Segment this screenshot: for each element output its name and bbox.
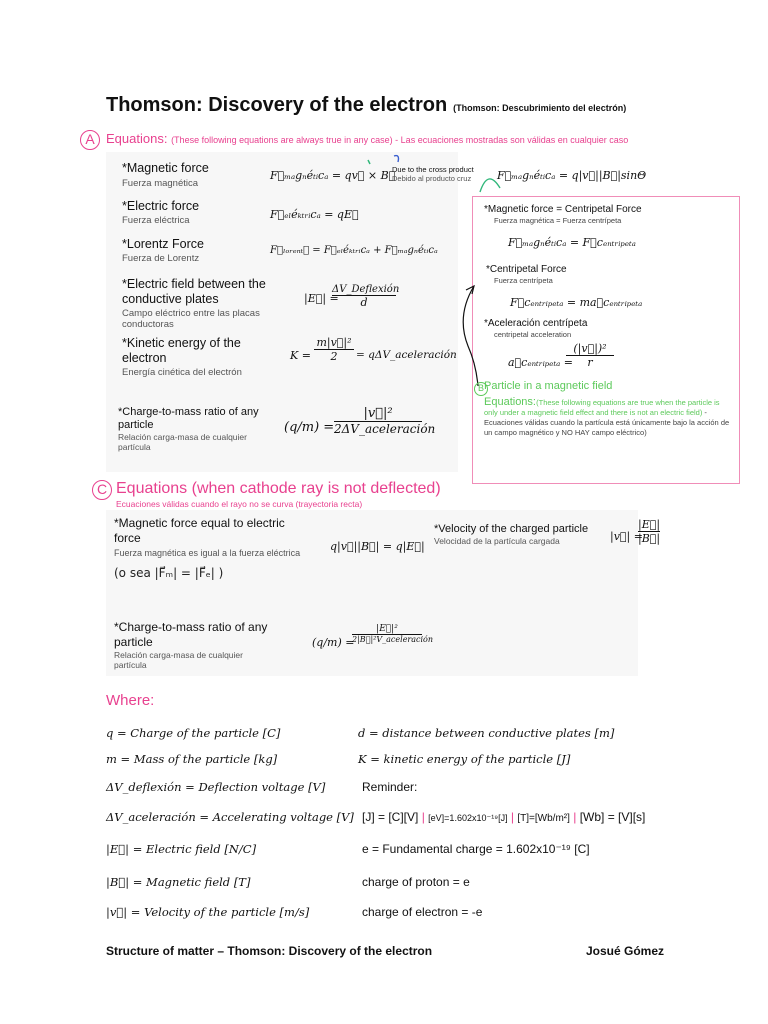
electric-field-num: ΔV_Deflexión <box>332 284 400 295</box>
lorentz-force-sub: Fuerza de Lorentz <box>122 253 200 264</box>
where-right-0: d = distance between conductive plates [m] <box>358 726 615 740</box>
c-handwritten-note: (o sea |F⃗ₘ| = |F⃗ₑ| ) <box>114 566 224 580</box>
reminder-sep-1: | <box>421 810 425 824</box>
magnetic-force-modulus-eq: F⃗ₘₐgₙéₜᵢcₐ = q|v⃗||B⃗|sinΘ <box>497 169 647 182</box>
electric-force-sub: Fuerza eléctrica <box>122 215 190 226</box>
c-velocity-label: *Velocity of the charged particle <box>434 523 589 535</box>
electric-force-label: *Electric force <box>122 199 200 213</box>
c-mag-elec-sub: Fuerza magnética es igual a la fuerza eléctrica <box>114 548 301 558</box>
footer-left: Structure of matter – Thomson: Discovery of the electron <box>106 944 433 958</box>
section-c-sub: Ecuaciones válidas cuando el rayo no se curva (trayectoria recta) <box>116 499 363 509</box>
cross-note-en: Due to the cross product <box>392 165 474 174</box>
electric-field-label: *Electric field between the conductive plates <box>122 277 266 306</box>
c-charge-mass-num: |E⃗|² <box>352 624 422 635</box>
pink-l1: *Magnetic force = Centripetal Force <box>484 204 642 215</box>
c-charge-mass-eq-lhs: (q/m) = <box>312 636 355 649</box>
c-mag-elec-label: *Magnetic force equal to electric force <box>114 516 285 545</box>
pink-eq3-num: (|v⃗|)² <box>566 342 614 356</box>
kinetic-energy-eq-rhs: = qΔV_aceleración <box>356 349 457 361</box>
pink-l3-sub: centripetal acceleration <box>494 330 572 339</box>
lorentz-force-label: *Lorentz Force <box>122 237 204 251</box>
where-right-1: K = kinetic energy of the particle [J] <box>358 752 571 766</box>
where-left-2: ΔV_deflexión = Deflection voltage [V] <box>106 780 326 794</box>
pink-l2: *Centripetal Force <box>486 264 567 275</box>
pink-l1-sub: Fuerza magnética = Fuerza centrípeta <box>494 216 622 225</box>
magnetic-force-label: *Magnetic force <box>122 161 209 175</box>
reminder-sep-3: | <box>573 810 577 824</box>
footer-right: Josué Gómez <box>586 944 665 958</box>
where-right-5: charge of proton = e <box>362 875 470 889</box>
kinetic-energy-num: m|v⃗|² <box>314 336 354 350</box>
electric-field-sub: Campo eléctrico entre las placas conductoras <box>122 308 260 330</box>
magnetic-force-eq: F⃗ₘₐgₙéₜᵢcₐ = qv⃗ × B⃗ <box>270 169 396 182</box>
charge-mass-num: |v⃗|² <box>334 406 422 422</box>
section-b-note <box>484 398 734 438</box>
section-c-heading: Equations (when cathode ray is not deflected) <box>116 480 441 497</box>
reminder-jcv: [J] = [C][V] <box>362 810 419 824</box>
annotation-arrows <box>360 150 520 198</box>
electric-field-fraction <box>332 284 400 309</box>
c-velocity-eq-lhs: |v⃗| = <box>610 530 643 543</box>
title-subtitle: (Thomson: Descubrimiento del electrón) <box>453 103 627 113</box>
where-left-0: q = Charge of the particle [C] <box>106 726 281 740</box>
charge-mass-den: 2ΔV_aceleración <box>334 422 436 436</box>
c-velocity-den: |B⃗| <box>638 532 661 545</box>
electric-field-eq-lhs: |E⃗| = <box>304 292 339 305</box>
kinetic-energy-fraction <box>314 336 354 363</box>
section-a-note: (These following equations are always true in any case) - Las ecuaciones mostradas son válidas en cualquier caso <box>171 135 629 145</box>
c-mag-elec-eq: q|v⃗||B⃗| = q|E⃗| <box>330 540 425 553</box>
page-title <box>106 94 626 117</box>
section-a-heading <box>106 131 628 146</box>
pink-eq3-fraction <box>566 342 614 369</box>
pink-l2-sub: Fuerza centrípeta <box>494 276 553 285</box>
bracket-arrow <box>452 282 488 394</box>
kinetic-energy-eq-lhs: K = <box>290 349 311 362</box>
kinetic-energy-sub: Energía cinética del electrón <box>122 367 242 378</box>
where-right-4: e = Fundamental charge = 1.602x10⁻¹⁹ [C] <box>362 842 590 856</box>
charge-mass-sub: Relación carga-masa de cualquier partícula <box>118 432 247 452</box>
where-right-6: charge of electron = -e <box>362 905 483 919</box>
kinetic-energy-den: 2 <box>330 350 338 363</box>
reminder-tesla: [T]=[Wb/m²] <box>517 813 570 824</box>
charge-mass-label: *Charge-to-mass ratio of any particle <box>118 406 259 431</box>
c-charge-mass-label: *Charge-to-mass ratio of any particle <box>114 620 268 649</box>
kinetic-energy-label: *Kinetic energy of the electron <box>122 336 241 365</box>
where-left-4: |E⃗| = Electric field [N/C] <box>106 842 257 856</box>
reminder-ev: [eV]=1.602x10⁻¹⁹[J] <box>428 813 508 823</box>
c-charge-mass-fraction <box>352 624 434 644</box>
c-velocity-sub: Velocidad de la partícula cargada <box>434 536 560 546</box>
magnetic-force-sub: Fuerza magnética <box>122 178 199 189</box>
where-left-1: m = Mass of the particle [kg] <box>106 752 278 766</box>
pink-l3: *Aceleración centrípeta <box>484 318 588 329</box>
reminder-sep-2: | <box>510 810 515 824</box>
pink-eq2: F⃗cₑₙₜᵣᵢₚₑₜₐ = ma⃗cₑₙₜᵣᵢₚₑₜₐ <box>510 296 643 309</box>
charge-mass-fraction <box>334 406 436 436</box>
section-a-title: Equations: <box>106 131 168 146</box>
electric-field-den: d <box>360 296 368 309</box>
lorentz-force-eq: F⃗ₗₒᵣₑₙₜ𝓏 = F⃗ₑₗéₖₜᵣᵢcₐ + F⃗ₘₐgₙéₜᵢcₐ <box>270 245 438 256</box>
pink-eq3-den: r <box>587 356 593 369</box>
electric-force-eq: F⃗ₑₗéₖₜᵣᵢcₐ = qE⃗ <box>270 208 359 221</box>
where-left-3: ΔV_aceleración = Accelerating voltage [V] <box>106 810 354 824</box>
reminder-line <box>362 810 645 824</box>
title-text: Thomson: Discovery of the electron <box>106 94 448 116</box>
where-heading: Where: <box>106 692 155 709</box>
pink-eq1: F⃗ₘₐgₙéₜᵢcₐ = F⃗cₑₙₜᵣᵢₚₑₜₐ <box>508 236 636 249</box>
section-b-badge: B <box>474 382 488 396</box>
where-right-2: Reminder: <box>362 780 418 794</box>
section-b-eq-label: Equations: <box>484 396 536 408</box>
section-a-badge: A <box>80 130 100 150</box>
section-c-badge: C <box>92 480 112 500</box>
c-charge-mass-sub: Relación carga-masa de cualquier partícula <box>114 650 243 670</box>
charge-mass-eq-lhs: (q/m) = <box>284 420 335 435</box>
cross-note-es: Debido al producto cruz <box>392 174 472 183</box>
section-b-note-en: (These following equations are true when the particle is only under a magnetic field effect and there is not an electric field) <box>484 398 720 417</box>
section-b-title: Particle in a magnetic field <box>484 380 613 392</box>
c-velocity-fraction <box>638 518 660 545</box>
c-charge-mass-den: 2|B⃗|²V_aceleración <box>352 635 434 644</box>
section-b-note-es: - Ecuaciones válidas cuando la partícula está únicamente bajo la acción de un campo magnético y NO HAY campo eléctrico) <box>484 408 730 437</box>
reminder-weber: [Wb] = [V][s] <box>579 810 646 824</box>
where-left-5: |B⃗| = Magnetic field [T] <box>106 875 251 889</box>
pink-eq3-lhs: a⃗cₑₙₜᵣᵢₚₑₜₐ = <box>508 356 573 369</box>
c-velocity-num: |E⃗| <box>638 518 661 531</box>
where-left-6: |v⃗| = Velocity of the particle [m/s] <box>106 905 310 919</box>
